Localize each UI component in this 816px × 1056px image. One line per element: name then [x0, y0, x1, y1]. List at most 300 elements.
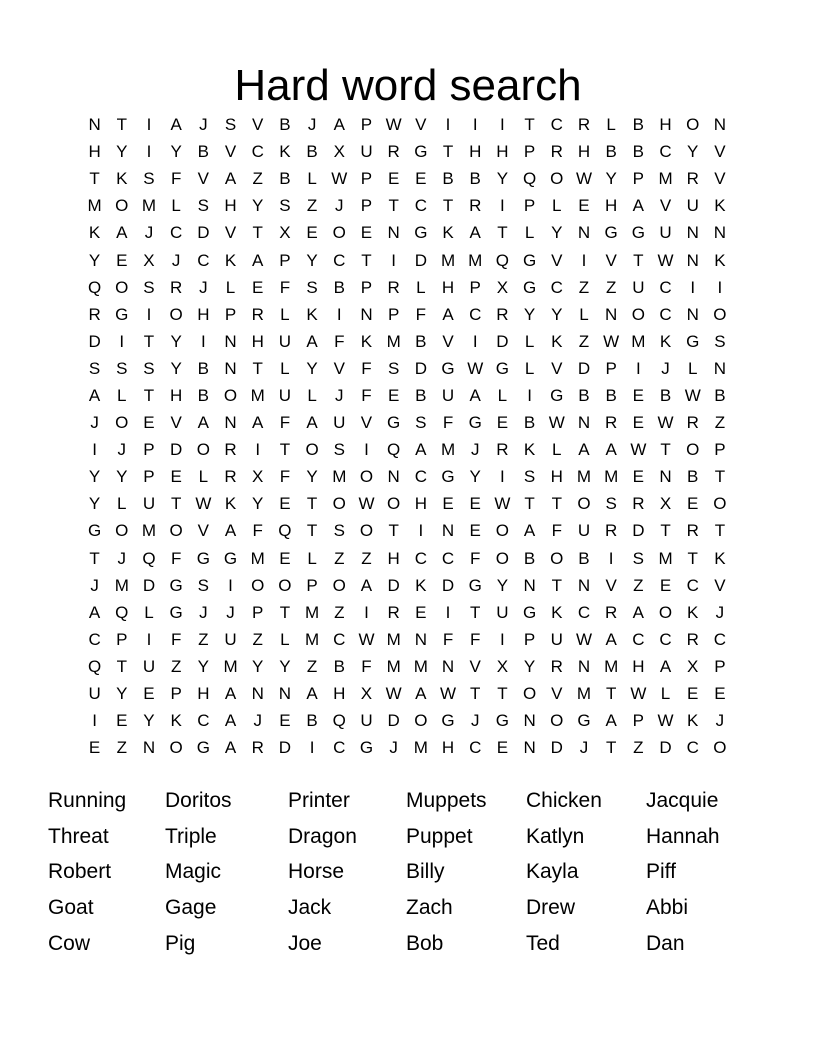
- grid-letter[interactable]: I: [608, 548, 614, 568]
- grid-letter[interactable]: D: [496, 331, 509, 351]
- grid-letter[interactable]: G: [387, 413, 401, 433]
- grid-letter[interactable]: K: [306, 304, 318, 324]
- grid-letter[interactable]: Y: [252, 196, 264, 216]
- grid-letter[interactable]: G: [223, 548, 238, 568]
- grid-letter[interactable]: J: [144, 223, 154, 243]
- grid-letter[interactable]: U: [686, 196, 699, 216]
- grid-letter[interactable]: T: [361, 250, 372, 270]
- grid-letter[interactable]: D: [577, 358, 591, 378]
- grid-letter[interactable]: R: [550, 142, 563, 162]
- grid-letter[interactable]: T: [714, 467, 726, 487]
- grid-letter[interactable]: K: [360, 331, 373, 351]
- grid-letter[interactable]: R: [686, 629, 699, 649]
- grid-letter[interactable]: B: [197, 142, 210, 162]
- grid-letter[interactable]: N: [523, 738, 536, 758]
- grid-letter[interactable]: O: [495, 548, 510, 568]
- grid-letter[interactable]: E: [279, 548, 291, 568]
- grid-letter[interactable]: E: [496, 413, 509, 433]
- grid-letter[interactable]: P: [143, 467, 155, 487]
- grid-letter[interactable]: P: [170, 684, 182, 704]
- grid-letter[interactable]: H: [387, 548, 400, 568]
- grid-letter[interactable]: F: [442, 629, 454, 649]
- grid-letter[interactable]: A: [224, 711, 237, 731]
- grid-letter[interactable]: Z: [334, 548, 345, 568]
- grid-letter[interactable]: R: [686, 169, 699, 189]
- grid-letter[interactable]: L: [307, 548, 317, 568]
- grid-letter[interactable]: X: [333, 142, 345, 162]
- grid-letter[interactable]: T: [714, 521, 726, 541]
- grid-letter[interactable]: E: [687, 494, 699, 514]
- grid-letter[interactable]: J: [90, 413, 99, 433]
- grid-letter[interactable]: M: [604, 467, 619, 487]
- grid-letter[interactable]: M: [223, 656, 238, 676]
- grid-letter[interactable]: E: [632, 467, 645, 487]
- grid-letter[interactable]: C: [659, 629, 672, 649]
- grid-letter[interactable]: O: [359, 467, 374, 487]
- grid-letter[interactable]: N: [441, 521, 455, 541]
- grid-letter[interactable]: I: [391, 250, 397, 270]
- grid-letter[interactable]: B: [333, 656, 345, 676]
- grid-letter[interactable]: X: [659, 494, 672, 514]
- grid-letter[interactable]: P: [469, 277, 481, 297]
- grid-letter[interactable]: Y: [306, 358, 318, 378]
- grid-letter[interactable]: M: [141, 521, 157, 541]
- grid-letter[interactable]: W: [630, 684, 647, 704]
- grid-letter[interactable]: O: [169, 738, 183, 758]
- grid-letter[interactable]: S: [415, 413, 427, 433]
- grid-letter[interactable]: A: [224, 521, 237, 541]
- grid-letter[interactable]: A: [306, 413, 318, 433]
- grid-letter[interactable]: Y: [523, 656, 536, 676]
- grid-letter[interactable]: Q: [115, 602, 129, 622]
- grid-letter[interactable]: Z: [252, 629, 263, 649]
- grid-letter[interactable]: G: [468, 413, 482, 433]
- grid-letter[interactable]: C: [333, 629, 346, 649]
- grid-letter[interactable]: Q: [87, 277, 102, 297]
- grid-letter[interactable]: Z: [306, 656, 318, 676]
- grid-letter[interactable]: T: [252, 223, 263, 243]
- grid-letter[interactable]: V: [551, 684, 563, 704]
- grid-letter[interactable]: N: [251, 684, 264, 704]
- grid-letter[interactable]: E: [415, 169, 427, 189]
- grid-letter[interactable]: Z: [714, 413, 726, 433]
- grid-letter[interactable]: A: [469, 223, 481, 243]
- grid-letter[interactable]: N: [360, 304, 373, 324]
- grid-letter[interactable]: F: [551, 521, 562, 541]
- grid-letter[interactable]: D: [414, 250, 427, 270]
- grid-letter[interactable]: A: [605, 711, 617, 731]
- grid-letter[interactable]: W: [494, 494, 511, 514]
- grid-letter[interactable]: R: [224, 467, 237, 487]
- grid-letter[interactable]: A: [605, 440, 617, 460]
- grid-letter[interactable]: N: [523, 575, 536, 595]
- grid-letter[interactable]: F: [415, 304, 427, 324]
- grid-letter[interactable]: V: [224, 142, 237, 162]
- grid-letter[interactable]: B: [469, 169, 481, 189]
- grid-letter[interactable]: G: [115, 304, 129, 324]
- grid-letter[interactable]: J: [171, 250, 181, 270]
- grid-letter[interactable]: V: [333, 358, 345, 378]
- grid-letter[interactable]: X: [252, 467, 264, 487]
- grid-letter[interactable]: G: [631, 223, 645, 243]
- grid-letter[interactable]: L: [280, 358, 290, 378]
- grid-letter[interactable]: Q: [87, 656, 102, 676]
- grid-letter[interactable]: K: [523, 440, 536, 460]
- grid-letter[interactable]: A: [116, 223, 128, 243]
- grid-letter[interactable]: R: [387, 142, 400, 162]
- grid-letter[interactable]: I: [500, 115, 505, 135]
- grid-letter[interactable]: E: [387, 169, 400, 189]
- grid-letter[interactable]: T: [687, 548, 698, 568]
- grid-letter[interactable]: A: [605, 629, 617, 649]
- grid-letter[interactable]: A: [659, 656, 672, 676]
- grid-letter[interactable]: O: [115, 277, 129, 297]
- grid-letter[interactable]: C: [333, 738, 346, 758]
- grid-letter[interactable]: T: [633, 250, 644, 270]
- grid-letter[interactable]: R: [686, 413, 699, 433]
- grid-letter[interactable]: W: [358, 629, 375, 649]
- grid-letter[interactable]: G: [522, 602, 537, 622]
- grid-letter[interactable]: L: [144, 602, 154, 622]
- grid-letter[interactable]: C: [333, 250, 346, 270]
- grid-letter[interactable]: B: [197, 385, 210, 405]
- grid-letter[interactable]: Y: [469, 467, 481, 487]
- grid-letter[interactable]: V: [360, 413, 373, 433]
- grid-letter[interactable]: I: [92, 440, 97, 460]
- grid-letter[interactable]: C: [577, 602, 591, 622]
- grid-letter[interactable]: A: [224, 684, 237, 704]
- grid-letter[interactable]: F: [361, 656, 372, 676]
- grid-letter[interactable]: L: [524, 223, 535, 243]
- grid-letter[interactable]: X: [360, 684, 373, 704]
- grid-letter[interactable]: K: [551, 331, 563, 351]
- grid-letter[interactable]: K: [687, 602, 699, 622]
- grid-letter[interactable]: R: [686, 521, 699, 541]
- grid-letter[interactable]: D: [659, 738, 672, 758]
- grid-letter[interactable]: M: [332, 467, 347, 487]
- grid-letter[interactable]: T: [660, 521, 671, 541]
- grid-letter[interactable]: O: [713, 494, 727, 514]
- grid-letter[interactable]: W: [630, 440, 647, 460]
- grid-letter[interactable]: V: [197, 169, 210, 189]
- grid-letter[interactable]: L: [524, 331, 535, 351]
- grid-letter[interactable]: L: [552, 440, 562, 460]
- grid-letter[interactable]: Y: [170, 358, 182, 378]
- grid-letter[interactable]: B: [714, 385, 726, 405]
- grid-letter[interactable]: B: [659, 385, 672, 405]
- grid-letter[interactable]: D: [632, 521, 645, 541]
- grid-letter[interactable]: H: [577, 142, 591, 162]
- grid-letter[interactable]: L: [579, 304, 589, 324]
- grid-letter[interactable]: J: [226, 602, 235, 622]
- grid-letter[interactable]: S: [632, 548, 645, 568]
- grid-letter[interactable]: B: [279, 169, 291, 189]
- grid-letter[interactable]: R: [632, 494, 645, 514]
- grid-letter[interactable]: J: [117, 548, 127, 568]
- grid-letter[interactable]: B: [306, 711, 318, 731]
- grid-letter[interactable]: B: [523, 548, 536, 568]
- grid-letter[interactable]: H: [224, 196, 237, 216]
- grid-letter[interactable]: Y: [170, 331, 182, 351]
- grid-letter[interactable]: V: [197, 521, 210, 541]
- grid-letter[interactable]: I: [364, 440, 369, 460]
- grid-letter[interactable]: I: [500, 196, 505, 216]
- grid-letter[interactable]: V: [714, 142, 726, 162]
- grid-letter[interactable]: Z: [633, 738, 644, 758]
- grid-letter[interactable]: V: [224, 223, 237, 243]
- grid-letter[interactable]: L: [117, 385, 127, 405]
- grid-letter[interactable]: V: [469, 656, 481, 676]
- grid-letter[interactable]: O: [686, 115, 700, 135]
- grid-letter[interactable]: M: [413, 656, 428, 676]
- grid-letter[interactable]: G: [522, 250, 537, 270]
- grid-letter[interactable]: T: [143, 331, 155, 351]
- grid-letter[interactable]: Q: [332, 711, 346, 731]
- grid-letter[interactable]: M: [250, 385, 265, 405]
- grid-letter[interactable]: E: [252, 277, 264, 297]
- grid-letter[interactable]: L: [225, 277, 236, 297]
- grid-letter[interactable]: F: [361, 358, 372, 378]
- grid-letter[interactable]: E: [170, 467, 182, 487]
- grid-letter[interactable]: P: [360, 277, 373, 297]
- grid-letter[interactable]: O: [550, 169, 564, 189]
- grid-letter[interactable]: G: [414, 142, 428, 162]
- grid-letter[interactable]: P: [523, 196, 536, 216]
- grid-letter[interactable]: J: [335, 385, 344, 405]
- grid-letter[interactable]: X: [496, 277, 509, 297]
- grid-letter[interactable]: E: [143, 413, 155, 433]
- grid-letter[interactable]: S: [197, 575, 210, 595]
- grid-letter[interactable]: D: [550, 738, 563, 758]
- grid-letter[interactable]: K: [714, 548, 726, 568]
- grid-letter[interactable]: B: [333, 277, 345, 297]
- grid-letter[interactable]: A: [442, 304, 454, 324]
- grid-letter[interactable]: K: [714, 250, 726, 270]
- grid-letter[interactable]: Y: [143, 711, 155, 731]
- grid-letter[interactable]: L: [660, 684, 671, 704]
- grid-letter[interactable]: E: [632, 413, 645, 433]
- grid-letter[interactable]: T: [252, 358, 263, 378]
- grid-letter[interactable]: O: [332, 494, 346, 514]
- grid-letter[interactable]: I: [146, 629, 152, 649]
- grid-letter[interactable]: P: [605, 358, 617, 378]
- grid-letter[interactable]: H: [197, 684, 210, 704]
- grid-letter[interactable]: V: [714, 575, 726, 595]
- grid-letter[interactable]: L: [524, 358, 535, 378]
- grid-letter[interactable]: A: [415, 440, 427, 460]
- grid-letter[interactable]: V: [442, 331, 454, 351]
- grid-letter[interactable]: H: [170, 385, 183, 405]
- grid-letter[interactable]: R: [251, 304, 264, 324]
- grid-letter[interactable]: M: [305, 602, 320, 622]
- grid-letter[interactable]: P: [360, 169, 373, 189]
- grid-letter[interactable]: A: [632, 602, 645, 622]
- grid-letter[interactable]: S: [523, 467, 536, 487]
- grid-letter[interactable]: Z: [116, 738, 127, 758]
- grid-letter[interactable]: Y: [605, 169, 617, 189]
- grid-letter[interactable]: E: [360, 223, 373, 243]
- grid-letter[interactable]: L: [307, 169, 317, 189]
- grid-letter[interactable]: W: [657, 711, 674, 731]
- grid-letter[interactable]: V: [605, 250, 617, 270]
- grid-letter[interactable]: M: [87, 196, 102, 216]
- grid-letter[interactable]: W: [603, 331, 620, 351]
- grid-letter[interactable]: O: [332, 223, 346, 243]
- grid-letter[interactable]: P: [360, 196, 373, 216]
- grid-letter[interactable]: S: [387, 358, 400, 378]
- grid-letter[interactable]: T: [388, 196, 399, 216]
- grid-letter[interactable]: B: [632, 115, 645, 135]
- grid-letter[interactable]: Y: [116, 684, 128, 704]
- grid-letter[interactable]: W: [684, 385, 701, 405]
- grid-letter[interactable]: H: [251, 331, 264, 351]
- grid-letter[interactable]: S: [333, 521, 345, 541]
- grid-letter[interactable]: P: [116, 629, 128, 649]
- grid-letter[interactable]: P: [714, 656, 726, 676]
- grid-letter[interactable]: P: [714, 440, 726, 460]
- grid-letter[interactable]: E: [88, 738, 101, 758]
- grid-letter[interactable]: B: [632, 142, 645, 162]
- grid-letter[interactable]: M: [576, 467, 592, 487]
- grid-letter[interactable]: Y: [252, 494, 264, 514]
- grid-letter[interactable]: T: [605, 738, 617, 758]
- grid-letter[interactable]: E: [306, 223, 318, 243]
- grid-letter[interactable]: N: [224, 331, 237, 351]
- grid-letter[interactable]: Z: [578, 331, 590, 351]
- grid-letter[interactable]: M: [250, 548, 265, 568]
- grid-letter[interactable]: M: [386, 331, 401, 351]
- grid-letter[interactable]: M: [305, 629, 320, 649]
- grid-letter[interactable]: K: [415, 575, 427, 595]
- grid-letter[interactable]: I: [445, 602, 451, 622]
- grid-letter[interactable]: Y: [306, 250, 318, 270]
- grid-letter[interactable]: B: [415, 385, 427, 405]
- grid-letter[interactable]: D: [387, 711, 400, 731]
- grid-letter[interactable]: C: [686, 575, 699, 595]
- grid-letter[interactable]: Y: [88, 250, 101, 270]
- grid-letter[interactable]: T: [551, 575, 562, 595]
- grid-letter[interactable]: P: [306, 575, 318, 595]
- grid-letter[interactable]: Z: [605, 277, 617, 297]
- grid-letter[interactable]: K: [224, 250, 237, 270]
- grid-letter[interactable]: W: [385, 115, 402, 135]
- grid-letter[interactable]: F: [170, 169, 182, 189]
- grid-letter[interactable]: W: [657, 250, 674, 270]
- grid-letter[interactable]: M: [141, 196, 157, 216]
- grid-letter[interactable]: P: [387, 304, 400, 324]
- grid-letter[interactable]: U: [577, 521, 591, 541]
- grid-letter[interactable]: A: [170, 115, 182, 135]
- grid-letter[interactable]: O: [522, 684, 537, 704]
- grid-letter[interactable]: R: [387, 277, 400, 297]
- grid-letter[interactable]: P: [523, 142, 536, 162]
- grid-letter[interactable]: I: [527, 385, 532, 405]
- grid-letter[interactable]: E: [279, 711, 291, 731]
- grid-letter[interactable]: N: [414, 629, 427, 649]
- grid-letter[interactable]: A: [360, 575, 373, 595]
- grid-letter[interactable]: V: [252, 115, 264, 135]
- grid-letter[interactable]: N: [605, 304, 618, 324]
- grid-letter[interactable]: J: [90, 575, 99, 595]
- grid-letter[interactable]: R: [577, 115, 591, 135]
- grid-letter[interactable]: T: [524, 494, 535, 514]
- grid-letter[interactable]: M: [604, 656, 619, 676]
- grid-letter[interactable]: E: [469, 521, 481, 541]
- grid-letter[interactable]: Q: [278, 521, 292, 541]
- grid-letter[interactable]: J: [389, 738, 398, 758]
- grid-letter[interactable]: Z: [633, 575, 644, 595]
- grid-letter[interactable]: M: [386, 656, 401, 676]
- grid-letter[interactable]: T: [524, 115, 535, 135]
- grid-letter[interactable]: E: [632, 385, 645, 405]
- grid-letter[interactable]: B: [197, 358, 210, 378]
- grid-letter[interactable]: U: [360, 142, 373, 162]
- grid-letter[interactable]: N: [686, 223, 699, 243]
- grid-letter[interactable]: Y: [279, 656, 291, 676]
- grid-letter[interactable]: C: [659, 304, 672, 324]
- grid-letter[interactable]: C: [469, 304, 482, 324]
- grid-letter[interactable]: N: [713, 358, 727, 378]
- grid-letter[interactable]: T: [279, 602, 291, 622]
- grid-letter[interactable]: B: [687, 467, 699, 487]
- grid-letter[interactable]: N: [577, 223, 591, 243]
- grid-letter[interactable]: I: [200, 331, 206, 351]
- grid-letter[interactable]: C: [632, 629, 645, 649]
- grid-letter[interactable]: V: [170, 413, 182, 433]
- grid-letter[interactable]: D: [88, 331, 101, 351]
- grid-letter[interactable]: K: [116, 169, 128, 189]
- grid-letter[interactable]: G: [196, 738, 210, 758]
- grid-letter[interactable]: H: [632, 656, 645, 676]
- grid-letter[interactable]: H: [550, 467, 563, 487]
- grid-letter[interactable]: D: [414, 358, 427, 378]
- grid-letter[interactable]: I: [228, 575, 233, 595]
- grid-letter[interactable]: A: [415, 684, 427, 704]
- grid-letter[interactable]: Q: [387, 440, 401, 460]
- grid-letter[interactable]: S: [306, 277, 318, 297]
- grid-letter[interactable]: V: [659, 196, 672, 216]
- grid-letter[interactable]: S: [143, 358, 155, 378]
- grid-letter[interactable]: J: [335, 196, 344, 216]
- grid-letter[interactable]: N: [686, 250, 699, 270]
- grid-letter[interactable]: C: [251, 142, 264, 162]
- grid-letter[interactable]: I: [581, 250, 587, 270]
- grid-letter[interactable]: G: [468, 575, 482, 595]
- grid-letter[interactable]: J: [715, 602, 725, 622]
- grid-letter[interactable]: T: [306, 494, 318, 514]
- grid-letter[interactable]: F: [361, 385, 372, 405]
- grid-letter[interactable]: O: [115, 521, 129, 541]
- grid-letter[interactable]: Z: [334, 602, 345, 622]
- grid-letter[interactable]: F: [279, 413, 291, 433]
- grid-letter[interactable]: M: [658, 169, 673, 189]
- grid-letter[interactable]: E: [415, 602, 427, 622]
- grid-letter[interactable]: F: [252, 521, 263, 541]
- grid-letter[interactable]: R: [605, 521, 618, 541]
- grid-letter[interactable]: N: [224, 358, 237, 378]
- grid-letter[interactable]: C: [659, 142, 672, 162]
- grid-letter[interactable]: O: [196, 440, 210, 460]
- grid-letter[interactable]: S: [279, 196, 291, 216]
- grid-letter[interactable]: A: [88, 385, 101, 405]
- grid-letter[interactable]: F: [279, 277, 291, 297]
- grid-letter[interactable]: I: [472, 331, 478, 351]
- grid-letter[interactable]: P: [224, 304, 237, 324]
- grid-letter[interactable]: P: [143, 440, 155, 460]
- grid-letter[interactable]: U: [550, 629, 563, 649]
- grid-letter[interactable]: I: [500, 629, 505, 649]
- grid-letter[interactable]: Z: [578, 277, 590, 297]
